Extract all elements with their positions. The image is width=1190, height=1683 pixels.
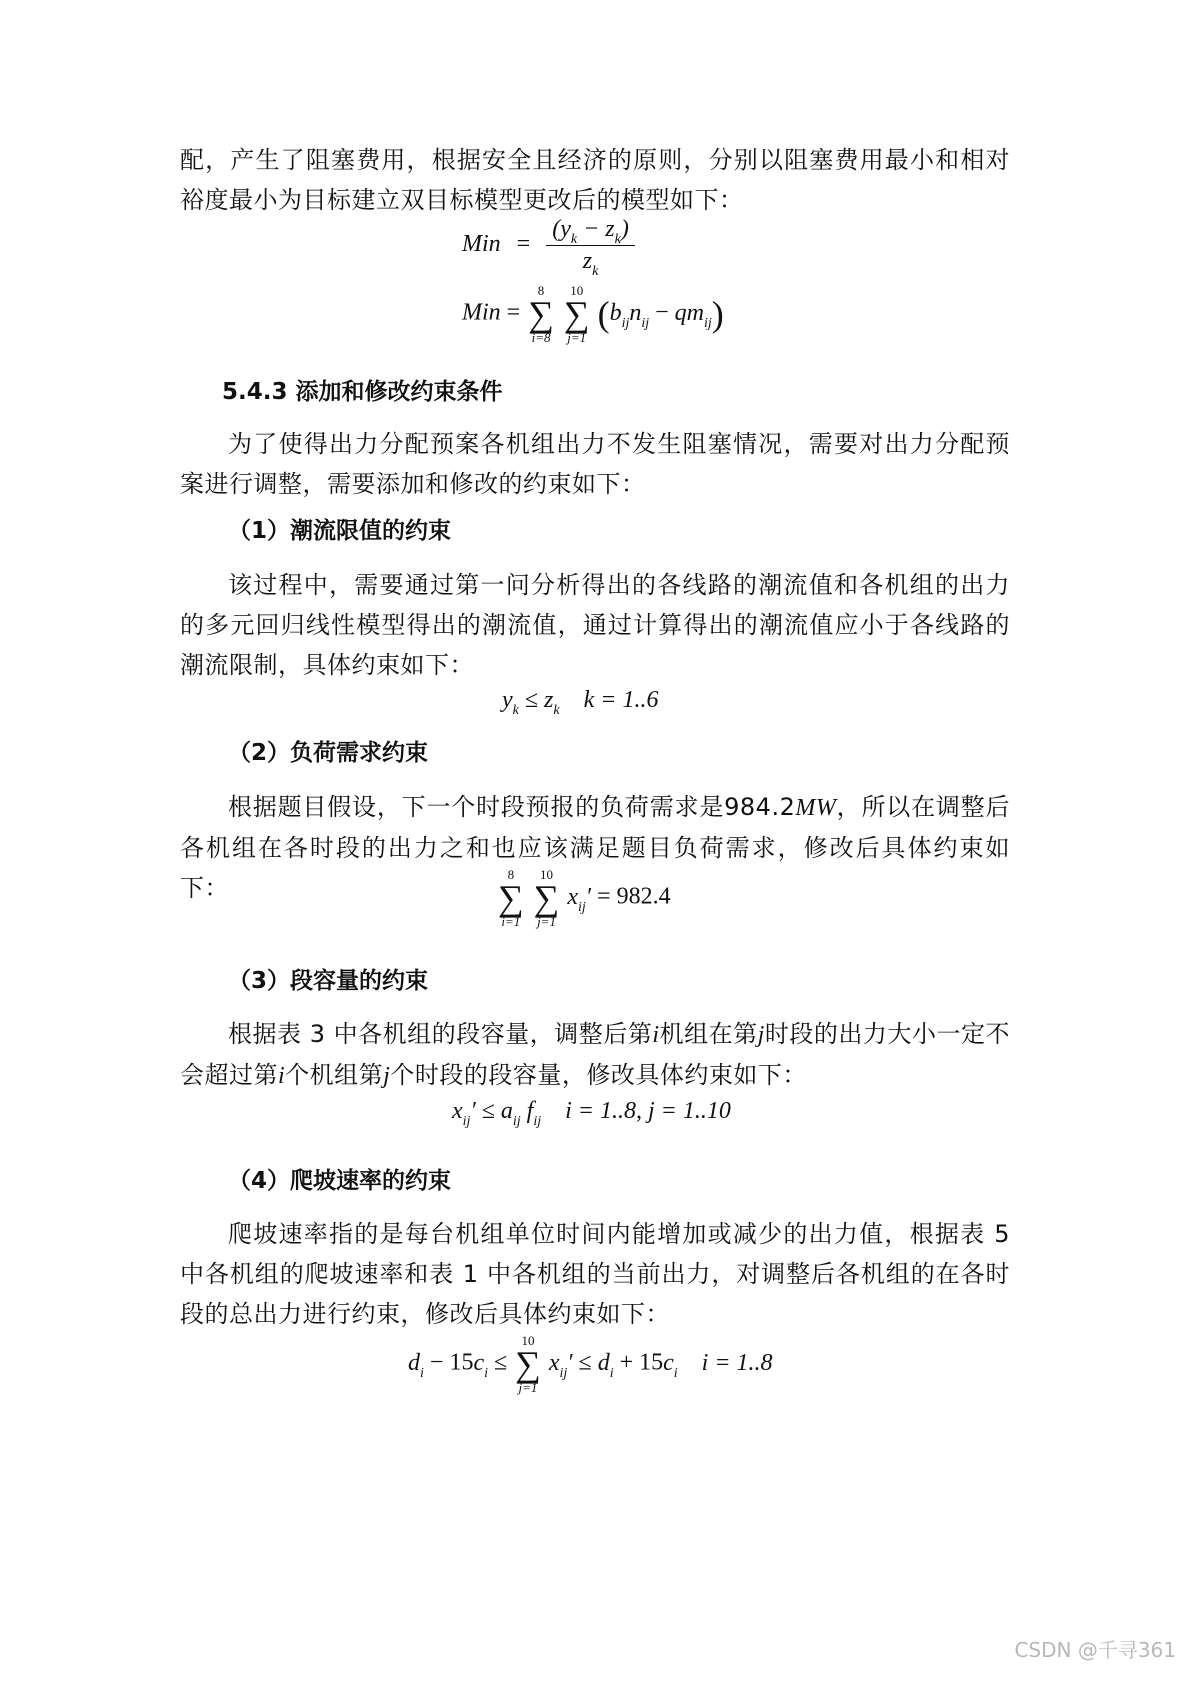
- sum-symbol-j: 10 ∑ j=1: [515, 1333, 541, 1395]
- sum-symbol-j: 10 ∑ j=1: [563, 283, 590, 345]
- csdn-watermark: CSDN @千寻361: [1014, 1638, 1176, 1662]
- ramp-rate-equation: $d_i - 15c_i$ ≤ 10 ∑ j=1 $x_{ij}' \le d_i + 15c_i$ i = 1..8: [408, 1333, 773, 1395]
- load-demand-equation: 8 ∑ i=1 10 ∑ j=1 $x_{ij}' = 982.4$: [498, 867, 671, 929]
- constraint-4-heading: （4）爬坡速率的约束: [228, 1168, 452, 1194]
- constraint-3-heading: （3）段容量的约束: [228, 968, 429, 994]
- min-label: Min: [462, 231, 501, 258]
- min-label-2: Min: [462, 299, 501, 326]
- constraint-1-heading: （1）潮流限值的约束: [228, 518, 452, 544]
- constraint-2-paragraph: 根据题目假设，下一个时段预报的负荷需求是984.2MW，所以在调整后各机组在各时段的出力之和也应该满足题目负荷需求，修改后具体约束如下：: [180, 793, 1010, 902]
- intro-paragraph: 配，产生了阻塞费用，根据安全且经济的原则，分别以阻塞费用最小和相对裕度最小为目标建立双目标模型更改后的模型如下：: [180, 146, 1010, 214]
- section-heading: 5.4.3 添加和修改约束条件: [222, 379, 503, 405]
- fraction: $\frac{(y_k - z_k)}{z_k}$: [546, 216, 635, 275]
- constraint-3-paragraph: 根据表 3 中各机组的段容量，调整后第i机组在第j时段的出力大小一定不会超过第i个机组第j个时段的段容量，修改具体约束如下：: [180, 1020, 1011, 1089]
- sum-symbol-i: 8 ∑ i=8: [528, 283, 554, 345]
- constraint-1-paragraph: 该过程中，需要通过第一问分析得出的各线路的潮流值和各机组的出力的多元回归线性模型得出的潮流值，通过计算得出的潮流值应小于各线路的潮流限制，具体约束如下：: [180, 571, 1010, 679]
- objective-equation-1: Min = $\frac{(y_k - z_k)}{z_k}$: [462, 216, 635, 275]
- sum-symbol-j: 10 ∑ j=1: [533, 867, 560, 929]
- objective-equation-2: Min = 8 ∑ i=8 10 ∑ j=1 $(b_{ij}n_{ij} - qm_{ij})$: [462, 283, 724, 345]
- section-intro-paragraph: 为了使得出力分配预案各机组出力不发生阻塞情况，需要对出力分配预案进行调整，需要添加和修改的约束如下：: [180, 430, 1010, 498]
- flow-limit-equation: $y_k \le z_k$ k = 1..6: [502, 687, 659, 718]
- constraint-2-heading: （2）负荷需求约束: [228, 740, 429, 766]
- sum-symbol-i: 8 ∑ i=1: [498, 867, 524, 929]
- segment-capacity-equation: $x_{ij}' \le a_{ij}$ $f_{ij}$ i = 1..8, j = 1..10: [452, 1098, 731, 1129]
- constraint-4-paragraph: 爬坡速率指的是每台机组单位时间内能增加或减少的出力值，根据表 5 中各机组的爬坡速率和表 1 中各机组的当前出力，对调整后各机组的在各时段的总出力进行约束，修改后具体约束如下：: [180, 1220, 1010, 1328]
